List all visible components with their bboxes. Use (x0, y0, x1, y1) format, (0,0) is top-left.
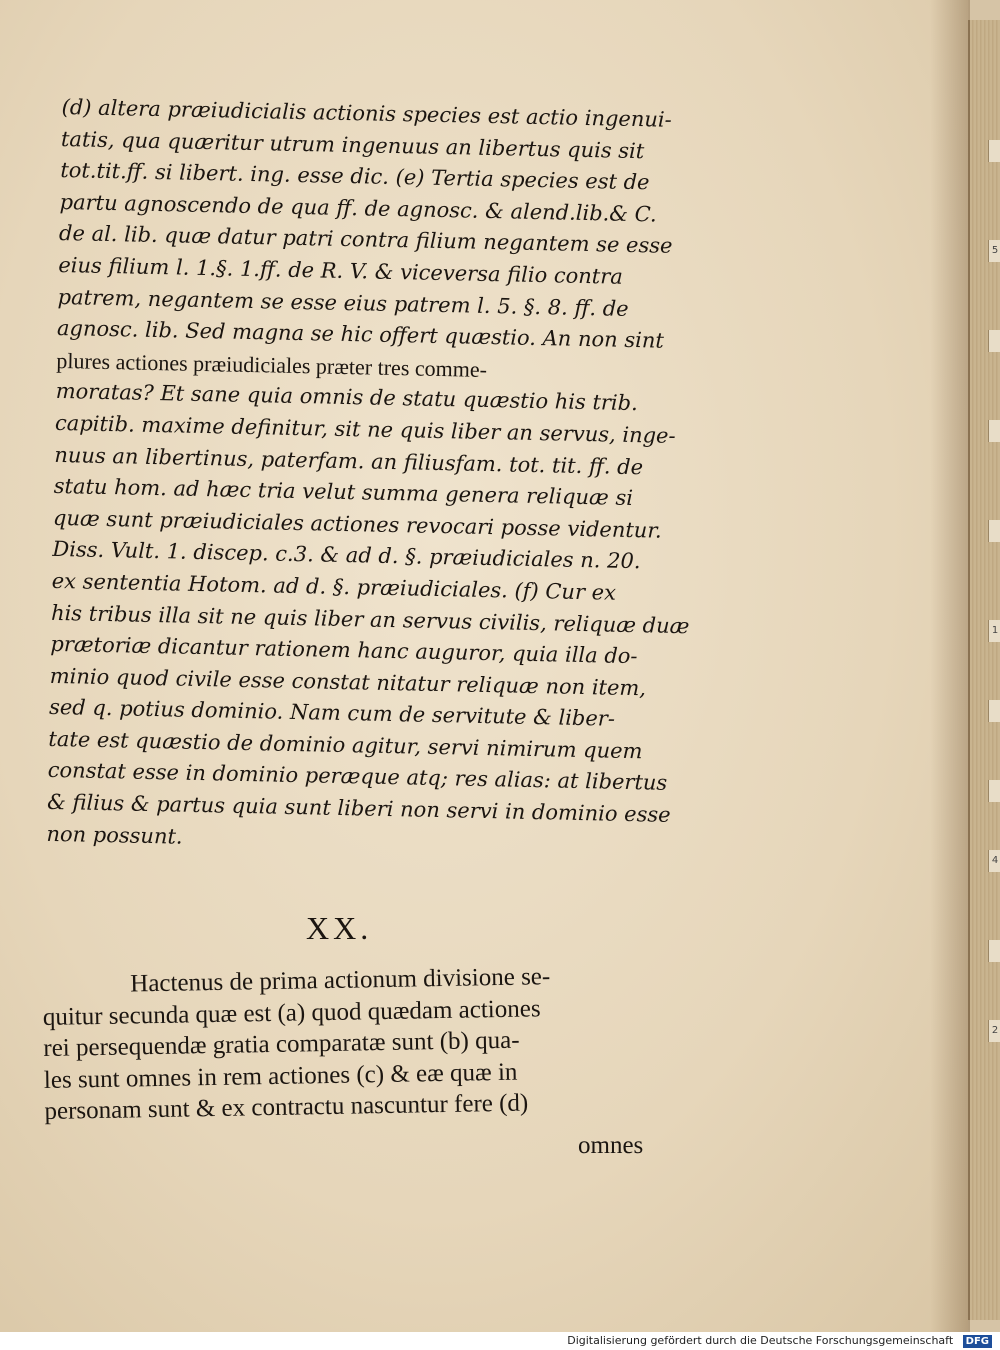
edge-tab (988, 420, 1000, 442)
edge-tab: 1 (988, 620, 1000, 642)
note-line: partu agnoscendo de qua ff. de agnosc. & alend.lib.& C. (59, 189, 657, 227)
section-heading: XX. (306, 910, 373, 946)
note-line: de al. lib. quæ datur patri contra filium negantem se esse (58, 221, 673, 259)
edge-tab: 2 (988, 1020, 1000, 1042)
body-line: Hactenus de prima actionum divisione se- (130, 963, 551, 998)
note-line: his tribus illa sit ne quis liber an servus civilis, reliquæ duæ (50, 600, 690, 638)
edge-tab (988, 700, 1000, 722)
edge-tab (988, 780, 1000, 802)
edge-tab: 5 (988, 240, 1000, 262)
note-line: minio quod civile esse constat nitatur reliquæ non item, (49, 663, 647, 701)
edge-tab: 4 (988, 850, 1000, 872)
note-line: tot.tit.ff. si libert. ing. esse dic. (e) Tertia species est de (60, 158, 650, 195)
edge-tab (988, 940, 1000, 962)
footer-credit: Digitalisierung gefördert durch die Deutsche Forschungsgemeinschaft (567, 1334, 954, 1347)
note-line: ex sententia Hotom. ad d. §. præiudiciales. (f) Cur ex (51, 568, 617, 605)
body-line: les sunt omnes in rem actiones (c) & eæ quæ in (43, 1058, 518, 1094)
footer-bar (0, 1332, 1000, 1350)
note-line: tatis, qua quæritur utrum ingenuus an libertus quis sit (60, 126, 645, 163)
catchword: omnes (578, 1132, 644, 1159)
note-line: nuus an libertinus, paterfam. an filiusfam. tot. tit. ff. de (54, 442, 644, 479)
note-line: sed q. potius dominio. Nam cum de servitute & liber- (48, 695, 616, 731)
note-line: constat esse in dominio peræque atq; res alias: at libertus (47, 758, 668, 796)
gutter-shadow (930, 0, 970, 1332)
note-line: moratas? Et sane quia omnis de statu quæstio his trib. (55, 379, 639, 416)
body-line: personam sunt & ex contractu nascuntur fere (d) (44, 1089, 529, 1125)
note-line: patrem, negantem se esse eius patrem l. 5. §. 8. ff. de (57, 284, 629, 321)
note-line: statu hom. ad hæc tria velut summa genera reliquæ si (53, 474, 634, 511)
page-edges (968, 20, 1000, 1320)
note-line: non possunt. (46, 821, 183, 849)
note-line: (d) altera præiudicialis actionis species est actio ingenui- (61, 94, 672, 132)
edge-tab (988, 330, 1000, 352)
note-line: plures actiones præiudiciales præter tres comme- (56, 347, 488, 382)
note-line: quæ sunt præiudiciales actiones revocari posse videntur. (52, 505, 662, 543)
body-line: quitur secunda quæ est (a) quod quædam actiones (42, 994, 541, 1031)
note-line: prætoriæ dicantur rationem hanc auguror, quia illa do- (50, 631, 638, 669)
note-line: Diss. Vult. 1. discep. c.3. & ad d. §. præiudiciales n. 20. (52, 537, 641, 574)
note-line: eius filium l. 1.§. 1.ff. de R. V. & viceversa filio contra (58, 252, 624, 289)
edge-tab (988, 520, 1000, 542)
note-line: capitib. maxime definitur, sit ne quis liber an servus, inge- (54, 410, 676, 448)
body-paragraph (42, 959, 665, 1127)
note-line: & filius & partus quia sunt liberi non servi in dominio esse (46, 789, 671, 827)
dfg-logo[interactable]: DFG (963, 1335, 992, 1348)
note-line: tate est quæstio de dominio agitur, servi nimirum quem (48, 726, 643, 764)
edge-tab (988, 140, 1000, 162)
note-line: agnosc. lib. Sed magna se hic offert quæstio. An non sint (56, 316, 665, 353)
body-line: rei persequendæ gratia comparatæ sunt (b) qua- (43, 1026, 520, 1062)
footnotes-block (46, 92, 690, 863)
